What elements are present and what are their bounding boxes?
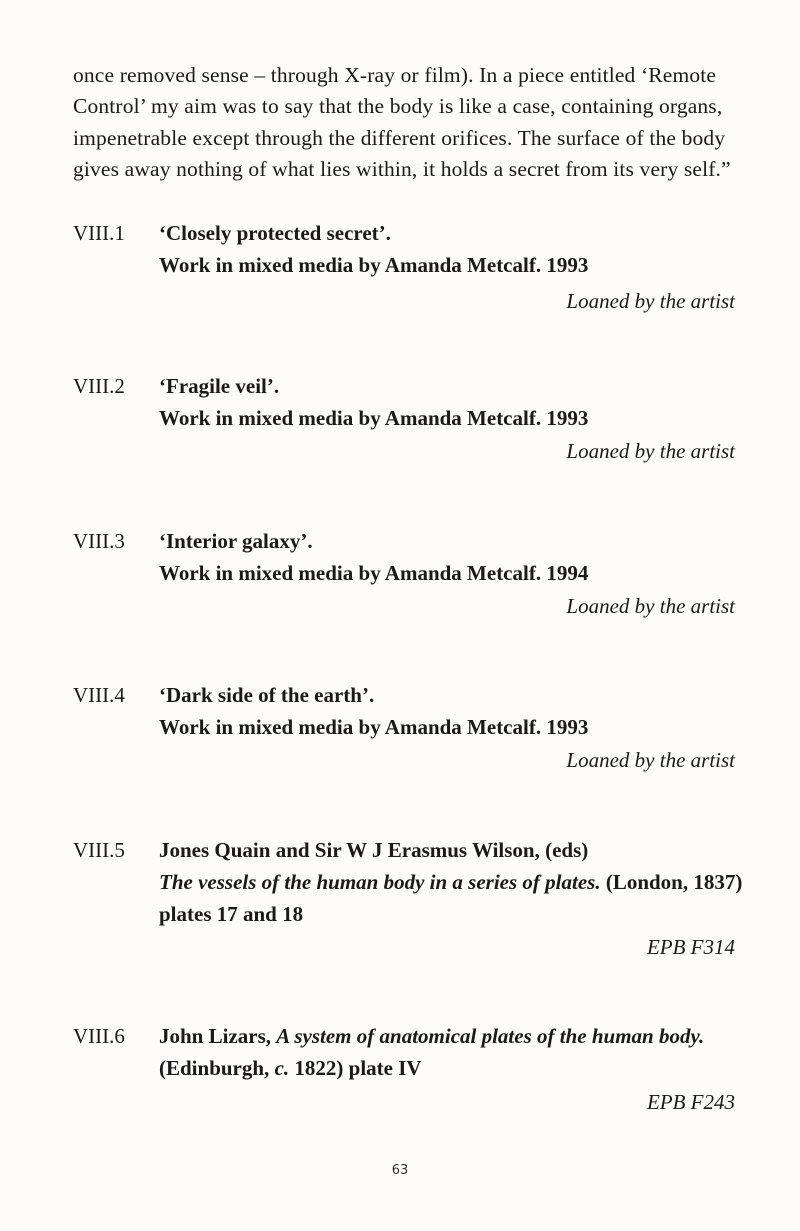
circa-abbrev: c. (274, 1056, 290, 1080)
entry-body (159, 525, 735, 589)
imprint-place: (Edinburgh, (159, 1056, 275, 1080)
entry-number: VIII.3 (73, 529, 125, 553)
entry-credit: Loaned by the artist (566, 289, 735, 313)
entry-body (159, 217, 735, 281)
entry-imprint: (London, 1837) (600, 870, 743, 894)
entry-body (159, 1020, 735, 1084)
entry-author: John Lizars, (159, 1024, 277, 1048)
book-title: A system of anatomical plates of the human body. (276, 1024, 705, 1048)
entry-body (159, 370, 735, 434)
entry-authors: Jones Quain and Sir W J Erasmus Wilson, (eds) (159, 838, 589, 862)
entry-detail: Work in mixed media by Amanda Metcalf. 1993 (159, 715, 589, 739)
entry-number: VIII.1 (73, 221, 125, 245)
entry-shelfmark: EPB F314 (646, 935, 735, 959)
imprint-date-plate: 1822) plate IV (289, 1056, 422, 1080)
entry-credit: Loaned by the artist (566, 594, 735, 618)
entry-detail: Work in mixed media by Amanda Metcalf. 1993 (159, 253, 589, 277)
entry-detail: Work in mixed media by Amanda Metcalf. 1993 (159, 406, 589, 430)
entry-number: VIII.5 (73, 838, 125, 862)
entry-plates: plates 17 and 18 (159, 902, 304, 926)
entry-title: ‘Fragile veil’. (159, 374, 280, 398)
entry-body (159, 679, 735, 743)
entry-title: ‘Dark side of the earth’. (159, 683, 375, 707)
book-title: The vessels of the human body in a series of plates. (159, 870, 601, 894)
entry-number: VIII.6 (73, 1024, 125, 1048)
entry-citation (159, 1020, 735, 1052)
entry-number: VIII.2 (73, 374, 125, 398)
entry-credit: Loaned by the artist (566, 748, 735, 772)
entry-title: ‘Closely protected secret’. (159, 221, 391, 245)
entry-detail: Work in mixed media by Amanda Metcalf. 1994 (159, 561, 589, 585)
entry-credit: Loaned by the artist (566, 439, 735, 463)
entry-shelfmark: EPB F243 (646, 1090, 735, 1114)
entry-title: ‘Interior galaxy’. (159, 529, 313, 553)
entry-number: VIII.4 (73, 683, 125, 707)
entry-citation (159, 866, 743, 898)
entry-imprint (159, 1052, 735, 1084)
entry-body (159, 834, 743, 930)
intro-paragraph: once removed sense – through X-ray or film). In a piece entitled ‘Remote Control’ my aim was to say that the body is like a case, containing organs, impenetrable except through the different orifices. The surface of the body gives away nothing of what lies within, it holds a secret from its very self.” (73, 63, 731, 181)
page-number: 63 (391, 1163, 409, 1178)
